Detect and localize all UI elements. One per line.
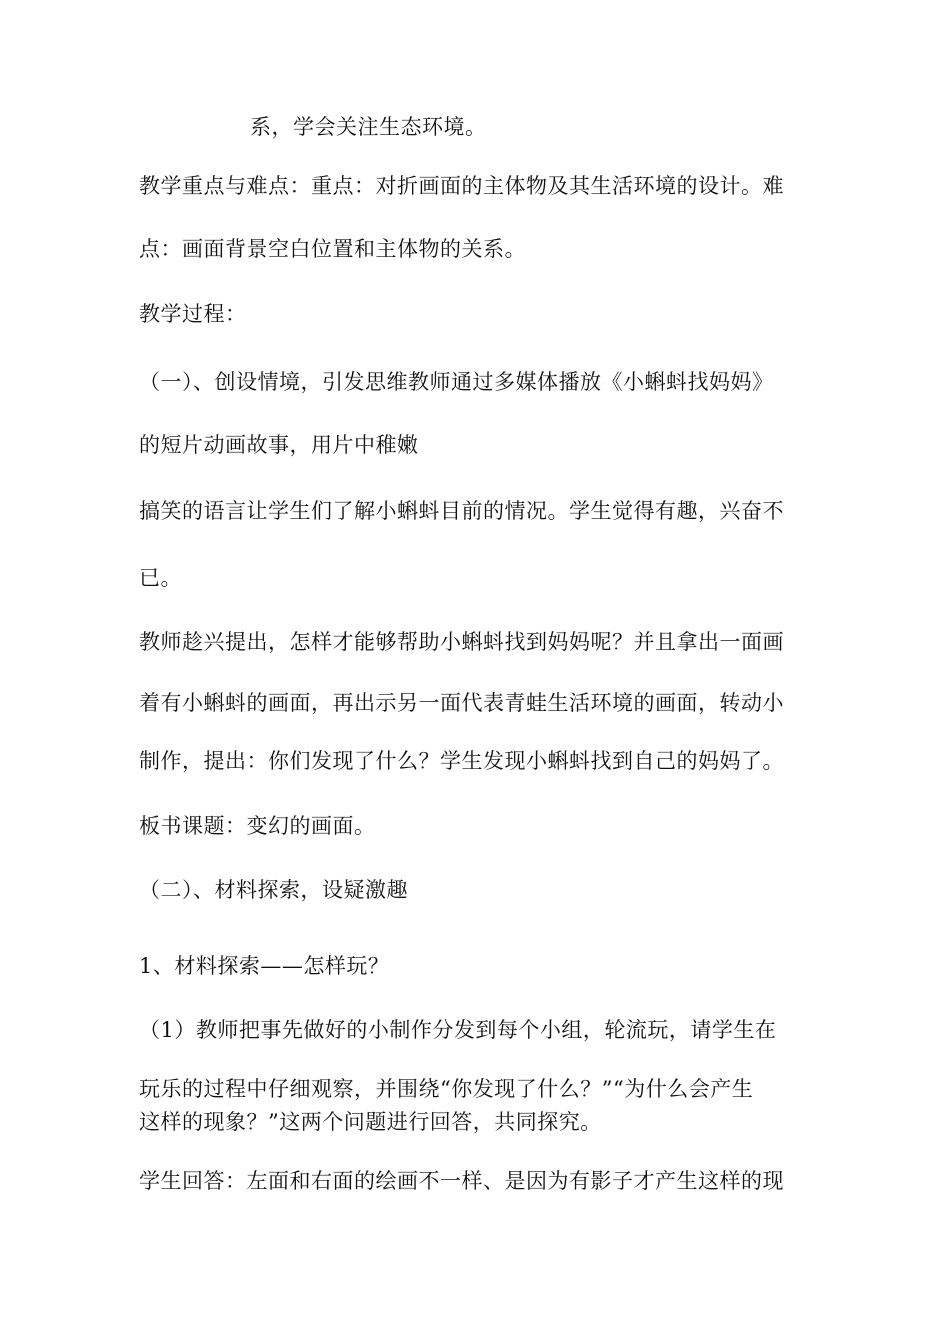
text-line: 点：画面背景空白位置和主体物的关系。	[139, 237, 526, 261]
text-line: 制作，提出：你们发现了什么？学生发现小蝌蚪找到自己的妈妈了。	[139, 749, 784, 773]
text-line: 这样的现象？”这两个问题进行回答，共同探究。	[139, 1110, 602, 1134]
section-heading: （二）、材料探索，设疑激趣	[139, 878, 408, 902]
text-line: 着有小蝌蚪的画面，再出示另一面代表青蛙生活环境的画面，转动小	[139, 691, 784, 715]
text-line: 系，学会关注生态环境。	[250, 115, 487, 139]
text-line: 教学重点与难点：重点：对折画面的主体物及其生活环境的设计。难	[139, 174, 784, 198]
text-line: 搞笑的语言让学生们了解小蝌蚪目前的情况。学生觉得有趣，兴奋不	[139, 499, 784, 523]
text-line: （1）教师把事先做好的小制作分发到每个小组，轮流玩，请学生在	[139, 1018, 777, 1042]
text-line: 已。	[139, 566, 182, 590]
subsection-heading: 1、材料探索——怎样玩？	[139, 954, 390, 978]
text-line: 学生回答：左面和右面的绘画不一样、是因为有影子才产生这样的现	[139, 1169, 784, 1193]
text-line: 教师趁兴提出，怎样才能够帮助小蝌蚪找到妈妈呢？并且拿出一面画	[139, 630, 784, 654]
text-line: 的短片动画故事，用片中稚嫩	[139, 433, 419, 457]
text-line: （一）、创设情境，引发思维教师通过多媒体播放《小蝌蚪找妈妈》	[139, 370, 774, 394]
text-line: 教学过程：	[139, 302, 247, 326]
text-line: 板书课题：变幻的画面。	[139, 814, 376, 838]
text-line: 玩乐的过程中仔细观察，并围绕“你发现了什么？”“为什么会产生	[139, 1077, 754, 1101]
